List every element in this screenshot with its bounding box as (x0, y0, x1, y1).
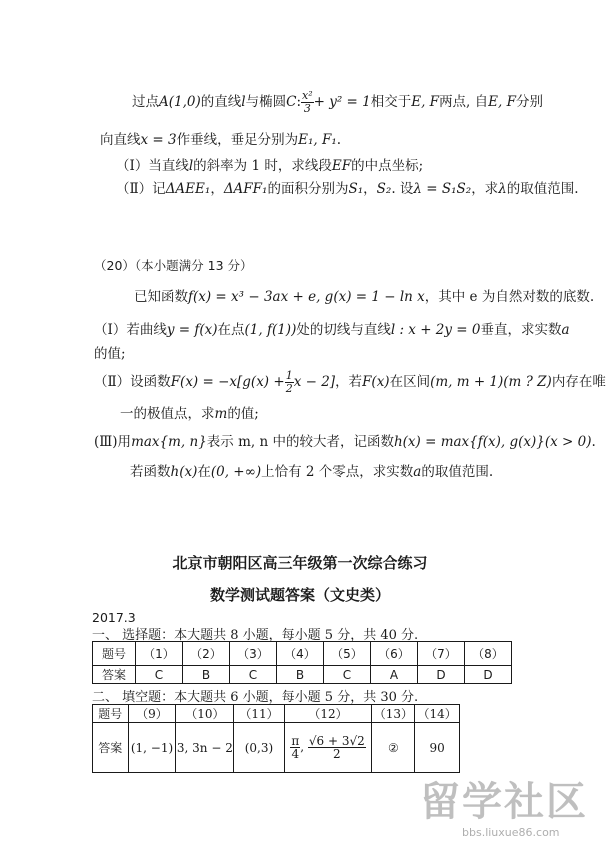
table-cell: （7） (418, 642, 465, 666)
table-cell: （6） (371, 642, 418, 666)
q20-part1-cont: 的值; (94, 346, 126, 362)
q20-part2: （Ⅱ）设函数F(x) = −x[g(x) + $\frac{1}{2}$ x − 2]，若F(x)在区间(m, m + 1)(m ? Z)内存在唯 (94, 369, 606, 395)
table-cell: (1, −1) (128, 723, 176, 773)
table-cell: B (183, 666, 230, 684)
table-cell: （2） (183, 642, 230, 666)
table-cell: D (418, 666, 465, 684)
table-header-label: 题号 (93, 642, 136, 666)
table-cell: （4） (277, 642, 324, 666)
table-cell: C (230, 666, 277, 684)
table-row (93, 705, 460, 723)
table-answer-label: 答案 (93, 666, 136, 684)
table-cell-12: $\frac{\pi}{4}$ , $\frac{√6 + 3√2}{2}$ (284, 723, 372, 773)
pi-over-four: $\frac{\pi}{4}$ (291, 734, 300, 761)
answer-title-1: 北京市朝阳区高三年级第一次综合练习 (172, 554, 428, 572)
watermark-logo: 留学社区 (420, 779, 588, 825)
section2-heading: 二、 填空题：本大题共 6 小题，每小题 5 分，共 30 分. (92, 690, 419, 705)
q20-part3-cont: 若函数h(x)在(0, +∞)上恰有 2 个零点，求实数a的取值范围. (130, 464, 494, 480)
table-cell: （11） (234, 705, 284, 723)
q19-line1: 过点A(1,0)的直线l与椭圆C: $\frac{\text{x²}}{3}$ + y² = 1相交于E, F两点, 自E, F分别 (132, 89, 543, 115)
half-fraction: $\frac{1}{2}$ (285, 369, 293, 395)
table-cell: A (371, 666, 418, 684)
table-cell: C (324, 666, 371, 684)
table-cell: （3） (230, 642, 277, 666)
table-answer-label: 答案 (93, 723, 129, 773)
answer-title-2: 数学测试题答案（文史类） (209, 586, 390, 604)
q20-part3: (Ⅲ)用max{m, n}表示 m, n 中的较大者，记函数h(x) = max{f(x), g(x)}(x > 0). (94, 434, 596, 450)
table-cell: （14） (415, 705, 460, 723)
table-row (93, 666, 512, 684)
table-row (93, 642, 512, 666)
q20-part1: （Ⅰ）若曲线y = f(x)在点(1, f(1))处的切线与直线l : x + 2y = 0垂直，求实数a (94, 322, 570, 338)
q20-part2-cont: 一的极值点，求m的值; (120, 406, 259, 422)
table-cell: ② (372, 723, 415, 773)
table-cell: （9） (128, 705, 176, 723)
table-cell: （5） (324, 642, 371, 666)
table-cell: D (465, 666, 512, 684)
table-cell: 90 (415, 723, 460, 773)
table-header-label: 题号 (93, 705, 129, 723)
table-cell: (0,3) (234, 723, 284, 773)
table-cell: C (136, 666, 183, 684)
q19-part1: （Ⅰ）当直线l的斜率为 1 时，求线段EF的中点坐标; (116, 158, 424, 174)
radical-fraction: $\frac{√6 + 3√2}{2}$ (308, 734, 365, 761)
choice-answer-table (92, 641, 512, 684)
q20-header: （20）（本小题满分 13 分） (94, 258, 253, 273)
ellipse-fraction: $\frac{\text{x²}}{3}$ (302, 89, 313, 115)
table-cell: B (277, 666, 324, 684)
table-cell: （10） (176, 705, 234, 723)
fill-answer-table (92, 704, 460, 773)
watermark-url: bbs.liuxue86.com (462, 826, 560, 839)
q19-part2: （Ⅱ）记ΔAEE₁，ΔAFF₁的面积分别为S₁，S₂. 设λ = S₁S₂，求λ的取值范围. (116, 181, 579, 197)
table-row (93, 723, 460, 773)
table-cell: （13） (372, 705, 415, 723)
q20-intro: 已知函数f(x) = x³ − 3ax + e, g(x) = 1 − ln x，其中 e 为自然对数的底数. (134, 289, 595, 305)
table-cell: （12） (284, 705, 372, 723)
table-cell: 3, 3n − 2 (176, 723, 234, 773)
table-cell: （8） (465, 642, 512, 666)
answer-date: 2017.3 (92, 610, 136, 625)
table-cell: （1） (136, 642, 183, 666)
section1-heading: 一、 选择题：本大题共 8 小题，每小题 5 分，共 40 分. (92, 628, 419, 643)
q19-line2: 向直线x = 3作垂线，垂足分别为E₁, F₁. (100, 132, 342, 148)
